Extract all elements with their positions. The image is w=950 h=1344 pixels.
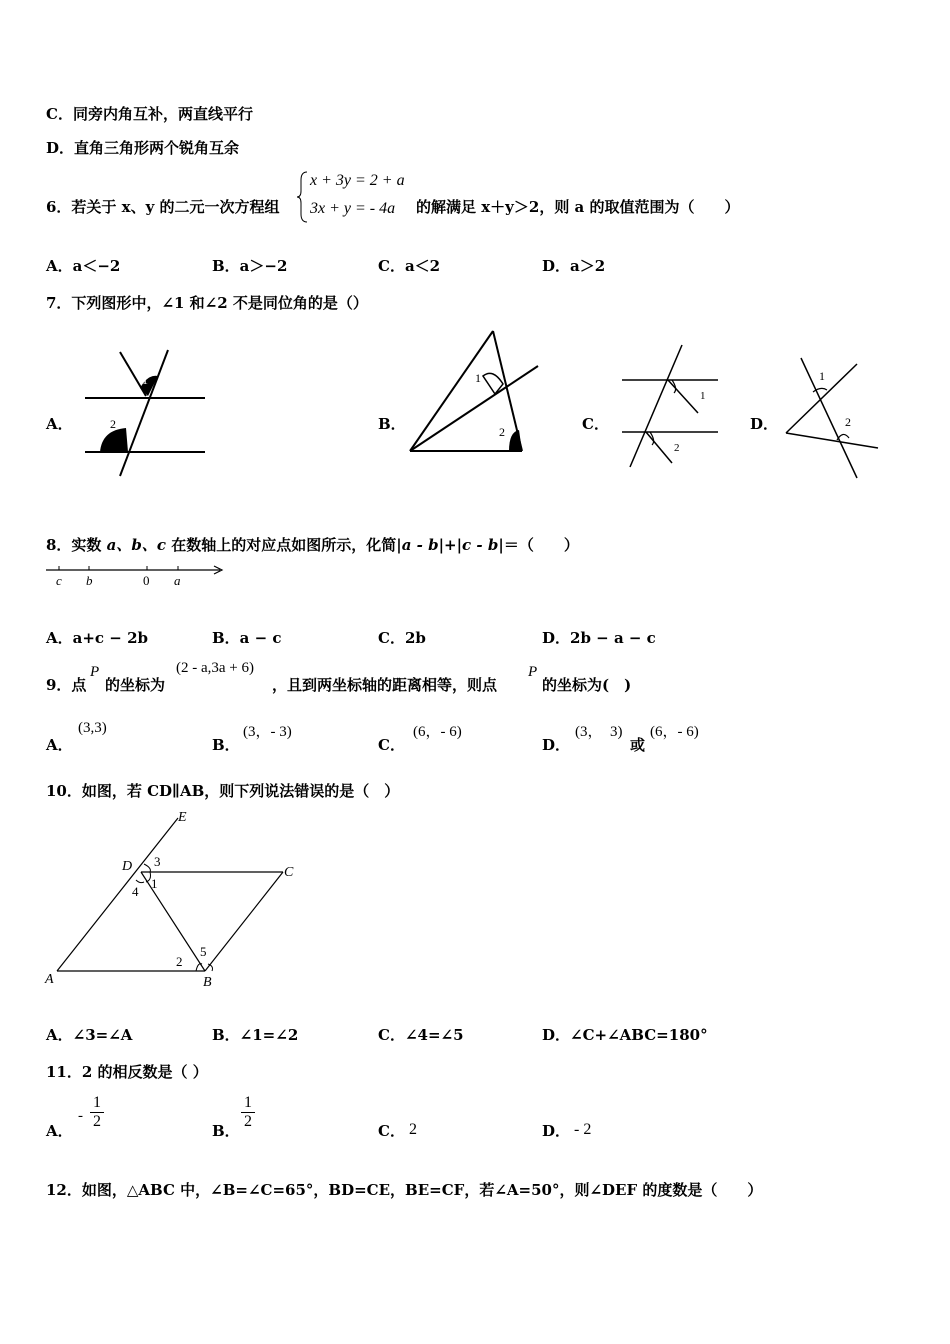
q7-label-b: B． bbox=[378, 415, 406, 433]
q9-label-b: B． bbox=[212, 736, 240, 754]
q8-axis-a: a bbox=[174, 573, 181, 588]
q11-c-value: 2 bbox=[409, 1121, 417, 1138]
q7-label-d: D． bbox=[750, 415, 779, 433]
q7-d-mark-2: 2 bbox=[845, 415, 851, 429]
q11-stem: 11．2 的相反数是（ ） bbox=[46, 1063, 208, 1081]
q7-label-c: C． bbox=[582, 415, 609, 433]
q7-figure-a bbox=[80, 348, 210, 478]
q9-stem-mid: 的坐标为 bbox=[105, 676, 166, 694]
q8-stem-pre: 8．实数 bbox=[46, 536, 107, 554]
q8-option-b: B．a − c bbox=[212, 629, 282, 647]
q9-stem-post: 的坐标为( ) bbox=[542, 676, 632, 694]
q8-expr: a - b|+|c - b| bbox=[401, 536, 504, 554]
q5-option-c: C．同旁内角互补，两直线平行 bbox=[46, 105, 253, 123]
q7-a-mark-1: 1 bbox=[142, 373, 148, 387]
q7-figure-c bbox=[620, 343, 720, 473]
q11-b-fraction bbox=[241, 1094, 255, 1131]
q10-figure bbox=[40, 806, 310, 992]
q9-p-2: P bbox=[528, 664, 538, 680]
q7-figure-b bbox=[405, 328, 545, 458]
q9-label-d: D． bbox=[542, 736, 571, 754]
q6-brace bbox=[296, 170, 310, 224]
q10-angle-4: 4 bbox=[132, 884, 139, 899]
q8-stem-mid: 在数轴上的对应点如图所示，化简| bbox=[166, 536, 402, 554]
q8-axis-b: b bbox=[86, 573, 93, 588]
q9-stem-mid2: ，且到两坐标轴的距离相等，则点 bbox=[272, 676, 498, 694]
q6-option-d: D．a＞2 bbox=[542, 257, 606, 275]
q11-b-denominator: 2 bbox=[241, 1112, 255, 1131]
q5-option-d: D．直角三角形两个锐角互余 bbox=[46, 139, 240, 157]
q9-value-d1: (3， 3) bbox=[575, 724, 623, 740]
q7-a-mark-2: 2 bbox=[110, 417, 116, 431]
q6-option-c: C．a＜2 bbox=[378, 257, 441, 275]
q9-value-d2: (6，- 6) bbox=[650, 724, 699, 740]
q12-stem: 12．如图，△ABC 中，∠B=∠C=65°，BD=CE，BE=CF，若∠A=50°，则∠DEF 的度数是（ ） bbox=[46, 1181, 763, 1199]
q7-figure-d bbox=[783, 356, 883, 482]
q9-value-a: (3,3) bbox=[78, 720, 107, 736]
q10-label-d: D bbox=[122, 859, 133, 874]
q6-stem-pre: 6．若关于 x、y 的二元一次方程组 bbox=[46, 198, 280, 216]
q8-option-d: D．2b − a − c bbox=[542, 629, 656, 647]
q10-option-d: D．∠C+∠ABC=180° bbox=[542, 1026, 708, 1044]
q9-value-b: (3，- 3) bbox=[243, 724, 292, 740]
q7-label-a: A． bbox=[46, 415, 73, 433]
q7-b-mark-2: 2 bbox=[499, 425, 505, 439]
q7-b-mark-1: 1 bbox=[475, 371, 481, 385]
q9-stem-pre: 9．点 bbox=[46, 676, 87, 694]
q6-stem-post: 的解满足 x＋y＞2，则 a 的取值范围为（ ） bbox=[416, 198, 740, 216]
q9-coord: (2 - a,3a + 6) bbox=[176, 660, 255, 676]
q10-option-c: C．∠4=∠5 bbox=[378, 1026, 464, 1044]
q10-angle-3: 3 bbox=[154, 854, 161, 869]
q11-a-numerator: 1 bbox=[93, 1094, 101, 1111]
q7-c-mark-1: 1 bbox=[700, 390, 706, 402]
q10-label-e: E bbox=[178, 810, 187, 825]
q7-stem: 7．下列图形中，∠1 和∠2 不是同位角的是（） bbox=[46, 294, 368, 312]
q8-axis-0: 0 bbox=[143, 573, 150, 588]
q9-label-a: A． bbox=[46, 736, 73, 754]
q8-number-line bbox=[44, 560, 229, 592]
q8-stem bbox=[46, 534, 579, 555]
q11-label-b: B． bbox=[212, 1122, 240, 1140]
q11-a-denominator: 2 bbox=[90, 1112, 104, 1131]
q8-vars: a、b、c bbox=[106, 536, 167, 554]
q11-label-c: C． bbox=[378, 1122, 405, 1140]
q8-option-c: C．2b bbox=[378, 629, 426, 647]
q8-option-a: A．a+c − 2b bbox=[46, 629, 148, 647]
q11-d-value: - 2 bbox=[574, 1121, 592, 1138]
q10-option-a: A．∠3=∠A bbox=[46, 1026, 133, 1044]
q10-label-c: C bbox=[284, 865, 294, 880]
q10-stem: 10．如图，若 CD∥AB，则下列说法错误的是（ ） bbox=[46, 782, 400, 800]
q6-option-b: B．a＞−2 bbox=[212, 257, 288, 275]
q11-a-fraction bbox=[90, 1094, 104, 1131]
q11-label-d: D． bbox=[542, 1122, 571, 1140]
q9-value-c: (6，- 6) bbox=[413, 724, 462, 740]
q9-or: 或 bbox=[630, 736, 646, 754]
q7-c-mark-2: 2 bbox=[674, 442, 680, 454]
q8-stem-post: ＝（ ） bbox=[503, 536, 579, 554]
q7-d-mark-1: 1 bbox=[819, 369, 825, 383]
q9-p-1: P bbox=[90, 664, 100, 680]
q10-angle-2: 2 bbox=[176, 954, 183, 969]
q11-label-a: A． bbox=[46, 1122, 73, 1140]
q9-label-c: C． bbox=[378, 736, 405, 754]
q6-option-a: A．a＜−2 bbox=[46, 257, 121, 275]
q10-option-b: B．∠1=∠2 bbox=[212, 1026, 299, 1044]
q6-eq2: 3x + y = - 4a bbox=[310, 200, 396, 217]
q6-eq1: x + 3y = 2 + a bbox=[310, 172, 405, 189]
q10-label-a: A bbox=[45, 972, 54, 987]
q11-b-numerator: 1 bbox=[244, 1094, 252, 1111]
q11-a-sign: - bbox=[78, 1108, 83, 1124]
q8-axis-c: c bbox=[56, 573, 62, 588]
q10-angle-5: 5 bbox=[200, 944, 207, 959]
q10-angle-1: 1 bbox=[151, 876, 158, 891]
q10-label-b: B bbox=[203, 975, 212, 990]
